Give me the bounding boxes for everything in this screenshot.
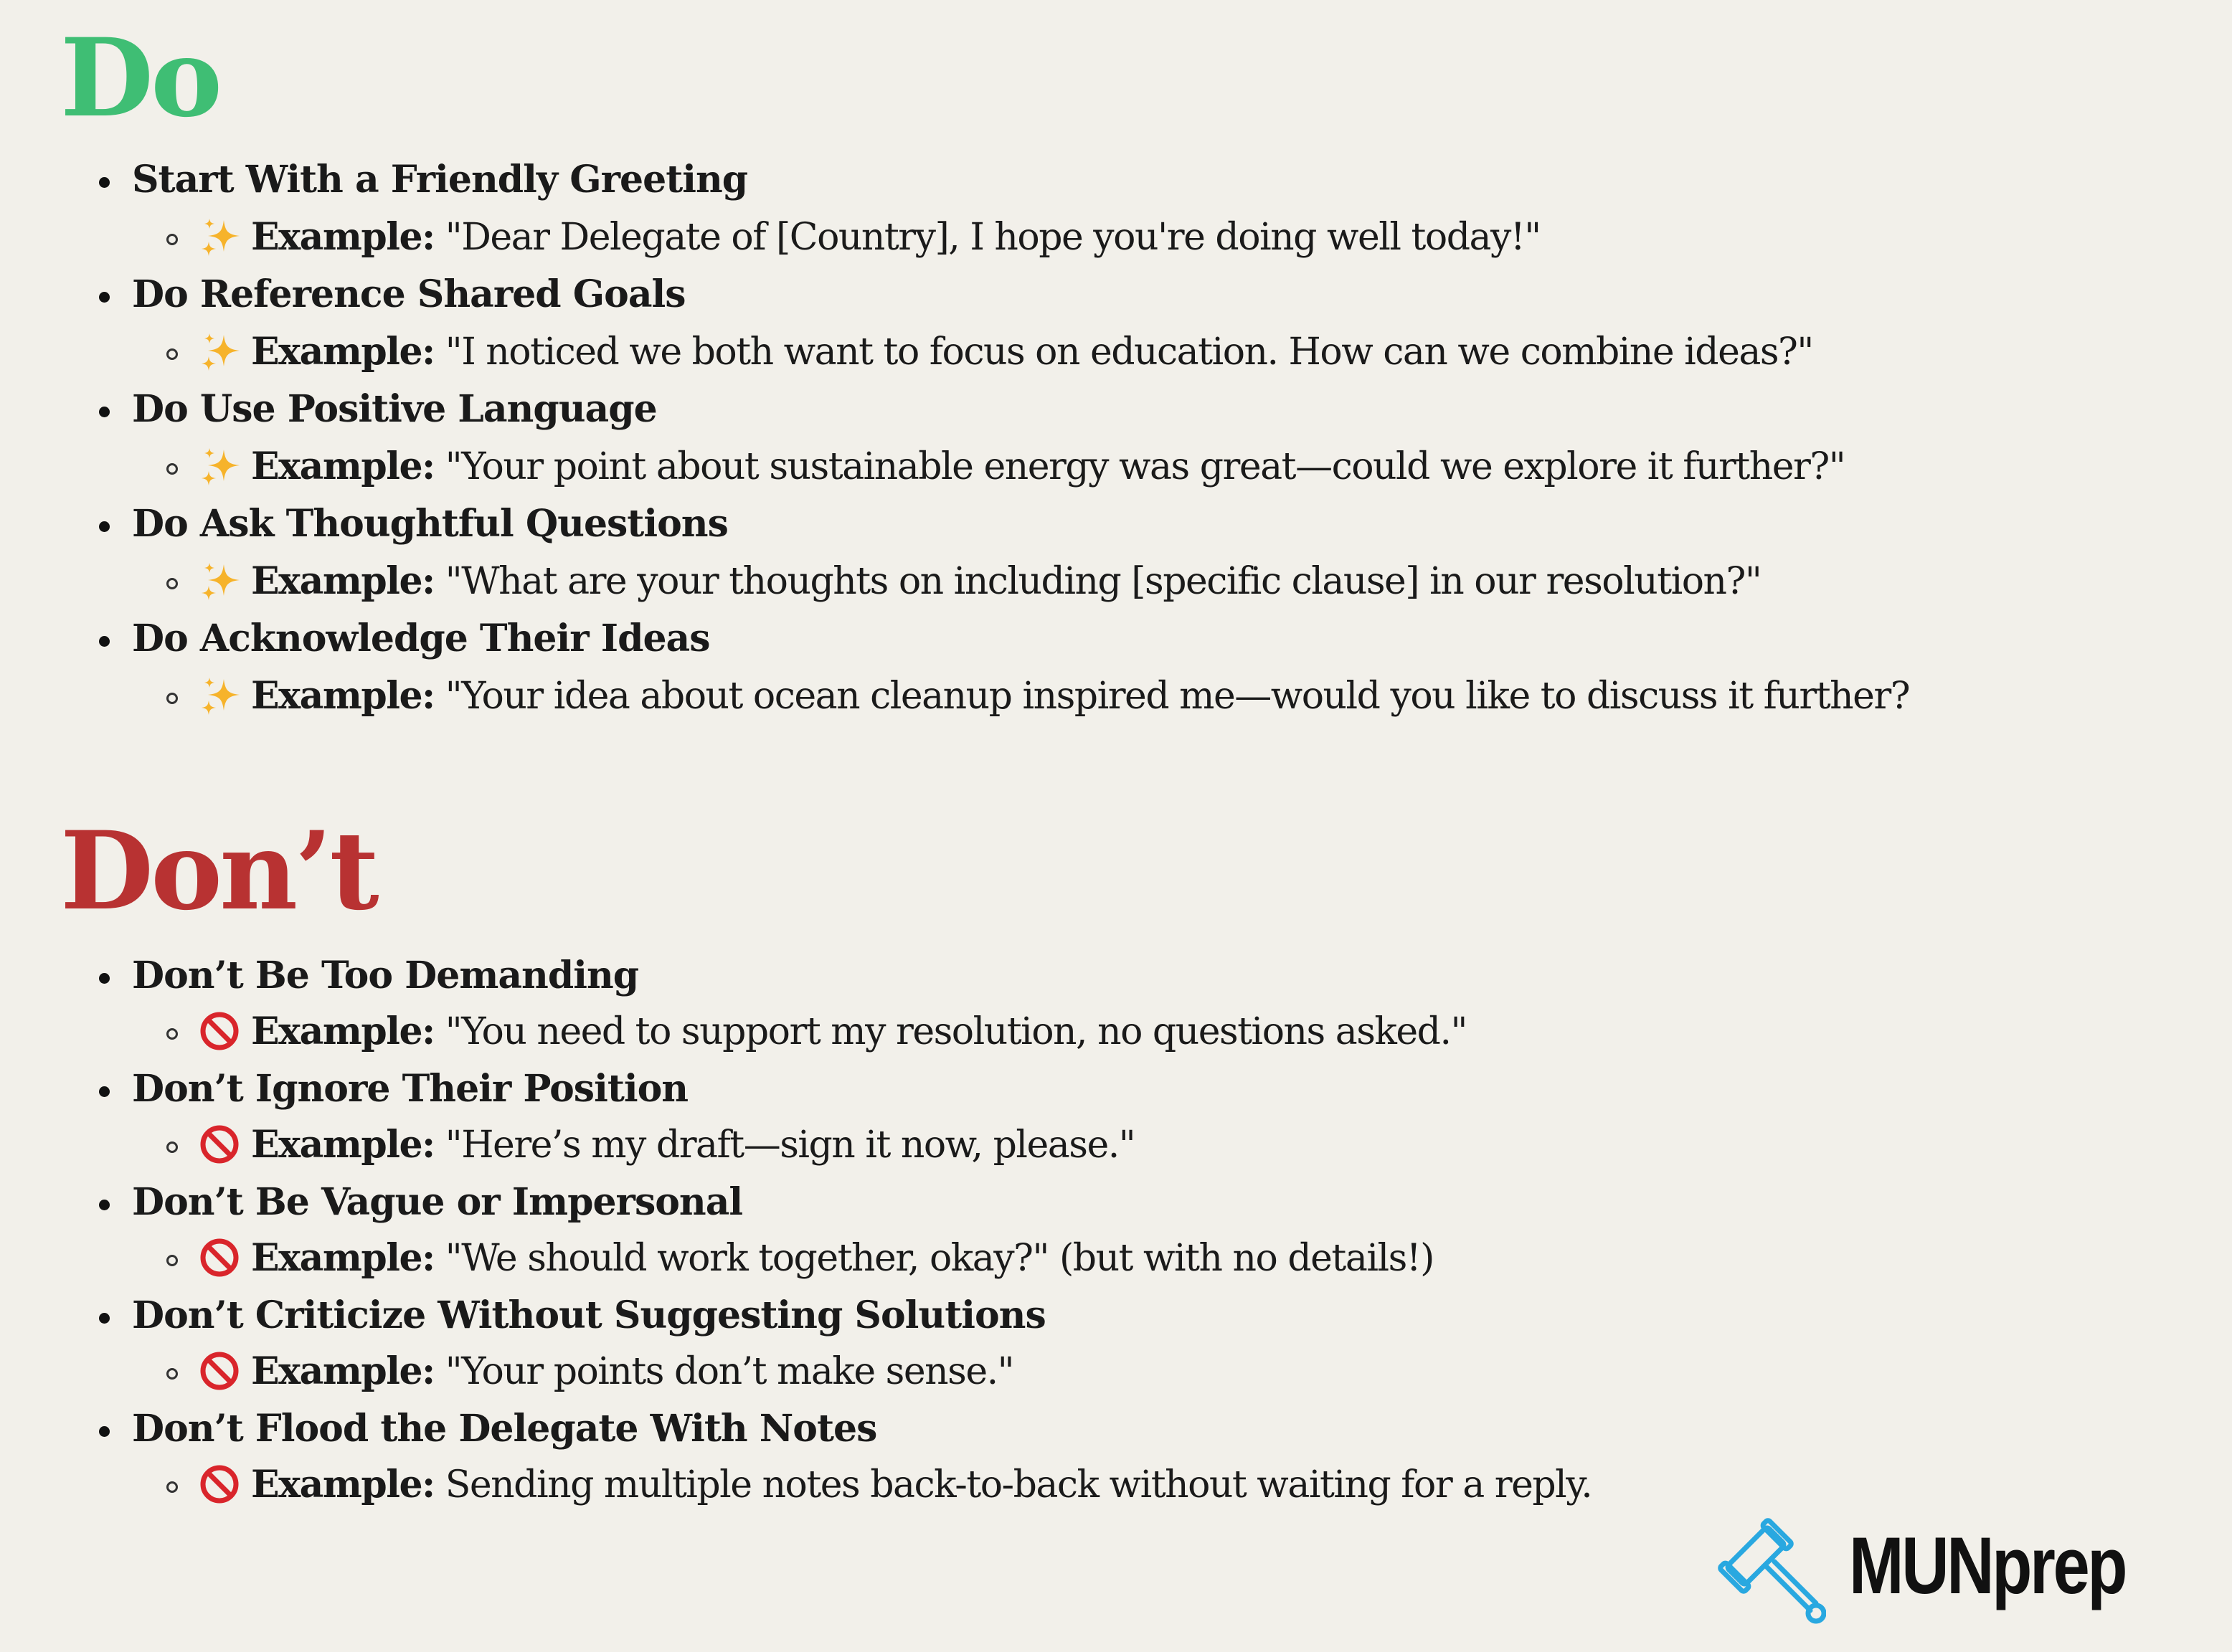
munprep-logo	[1711, 1511, 2170, 1633]
item-title: Don’t Be Vague or Impersonal	[132, 1180, 743, 1224]
example-line	[251, 1463, 1592, 1506]
bullet	[99, 1200, 110, 1210]
prohibited-icon	[198, 1010, 241, 1053]
bullet	[99, 1313, 110, 1324]
bullet	[99, 636, 110, 647]
item-title: Do Reference Shared Goals	[132, 272, 686, 316]
item-title: Don’t Criticize Without Suggesting Solutions	[132, 1293, 1046, 1337]
example-text: "Dear Delegate of [Country], I hope you're doing well today!"	[434, 216, 1541, 259]
example-line	[251, 674, 1910, 718]
do-heading: Do	[60, 15, 220, 141]
prohibited-icon	[198, 1349, 241, 1392]
sub-bullet	[166, 348, 178, 360]
sub-bullet	[166, 1368, 178, 1380]
example-line	[251, 330, 1813, 374]
dont-heading: Don’t	[60, 808, 377, 934]
bullet	[99, 973, 110, 984]
example-line	[251, 1349, 1014, 1393]
example-text: Sending multiple notes back-to-back without waiting for a reply.	[434, 1463, 1592, 1506]
sparkles-icon	[199, 445, 242, 488]
example-line	[251, 1010, 1467, 1053]
example-label: Example:	[251, 215, 435, 259]
prohibited-icon	[198, 1123, 241, 1166]
example-text: "You need to support my resolution, no questions asked."	[434, 1010, 1467, 1053]
example-label: Example:	[251, 1463, 435, 1506]
example-line	[251, 559, 1762, 603]
sparkles-icon	[199, 675, 242, 718]
logo-text: MUNprep	[1849, 1521, 2126, 1610]
bullet	[99, 1086, 110, 1097]
sparkles-icon	[199, 560, 242, 603]
sub-bullet	[166, 234, 178, 245]
example-text: "Your points don’t make sense."	[434, 1350, 1014, 1393]
example-text: "Your idea about ocean cleanup inspired me—would you like to discuss it further?	[434, 675, 1910, 718]
example-line	[251, 1123, 1135, 1167]
example-label: Example:	[251, 1349, 435, 1393]
example-text: "We should work together, okay?" (but with no details!)	[434, 1237, 1434, 1280]
gavel-icon	[1711, 1511, 1826, 1633]
example-label: Example:	[251, 1010, 435, 1053]
sub-bullet	[166, 1141, 178, 1153]
item-title: Do Ask Thoughtful Questions	[132, 502, 728, 546]
example-label: Example:	[251, 674, 435, 718]
item-title: Do Acknowledge Their Ideas	[132, 617, 710, 660]
item-title: Don’t Be Too Demanding	[132, 954, 639, 997]
sub-bullet	[166, 1481, 178, 1493]
item-title: Do Use Positive Language	[132, 387, 657, 431]
sparkles-icon	[199, 216, 242, 259]
example-label: Example:	[251, 559, 435, 603]
item-title: Don’t Ignore Their Position	[132, 1067, 689, 1111]
bullet	[99, 521, 110, 532]
sub-bullet	[166, 1028, 178, 1040]
example-label: Example:	[251, 1236, 435, 1280]
prohibited-icon	[198, 1463, 241, 1506]
example-text: "I noticed we both want to focus on education. How can we combine ideas?"	[434, 331, 1813, 374]
example-text: "Your point about sustainable energy was great—could we explore it further?"	[434, 445, 1845, 488]
example-text: "What are your thoughts on including [specific clause] in our resolution?"	[434, 560, 1762, 603]
bullet	[99, 1426, 110, 1437]
sub-bullet	[166, 1255, 178, 1266]
item-title: Start With a Friendly Greeting	[132, 158, 748, 201]
sub-bullet	[166, 463, 178, 475]
example-line	[251, 445, 1845, 488]
example-line	[251, 1236, 1434, 1280]
example-label: Example:	[251, 1123, 435, 1167]
example-label: Example:	[251, 445, 435, 488]
prohibited-icon	[198, 1236, 241, 1279]
item-title: Don’t Flood the Delegate With Notes	[132, 1407, 877, 1451]
example-line	[251, 215, 1541, 259]
bullet	[99, 292, 110, 303]
bullet	[99, 407, 110, 417]
sub-bullet	[166, 693, 178, 704]
example-label: Example:	[251, 330, 435, 374]
example-text: "Here’s my draft—sign it now, please."	[434, 1124, 1135, 1167]
bullet	[99, 177, 110, 188]
sparkles-icon	[199, 331, 242, 374]
sub-bullet	[166, 578, 178, 589]
